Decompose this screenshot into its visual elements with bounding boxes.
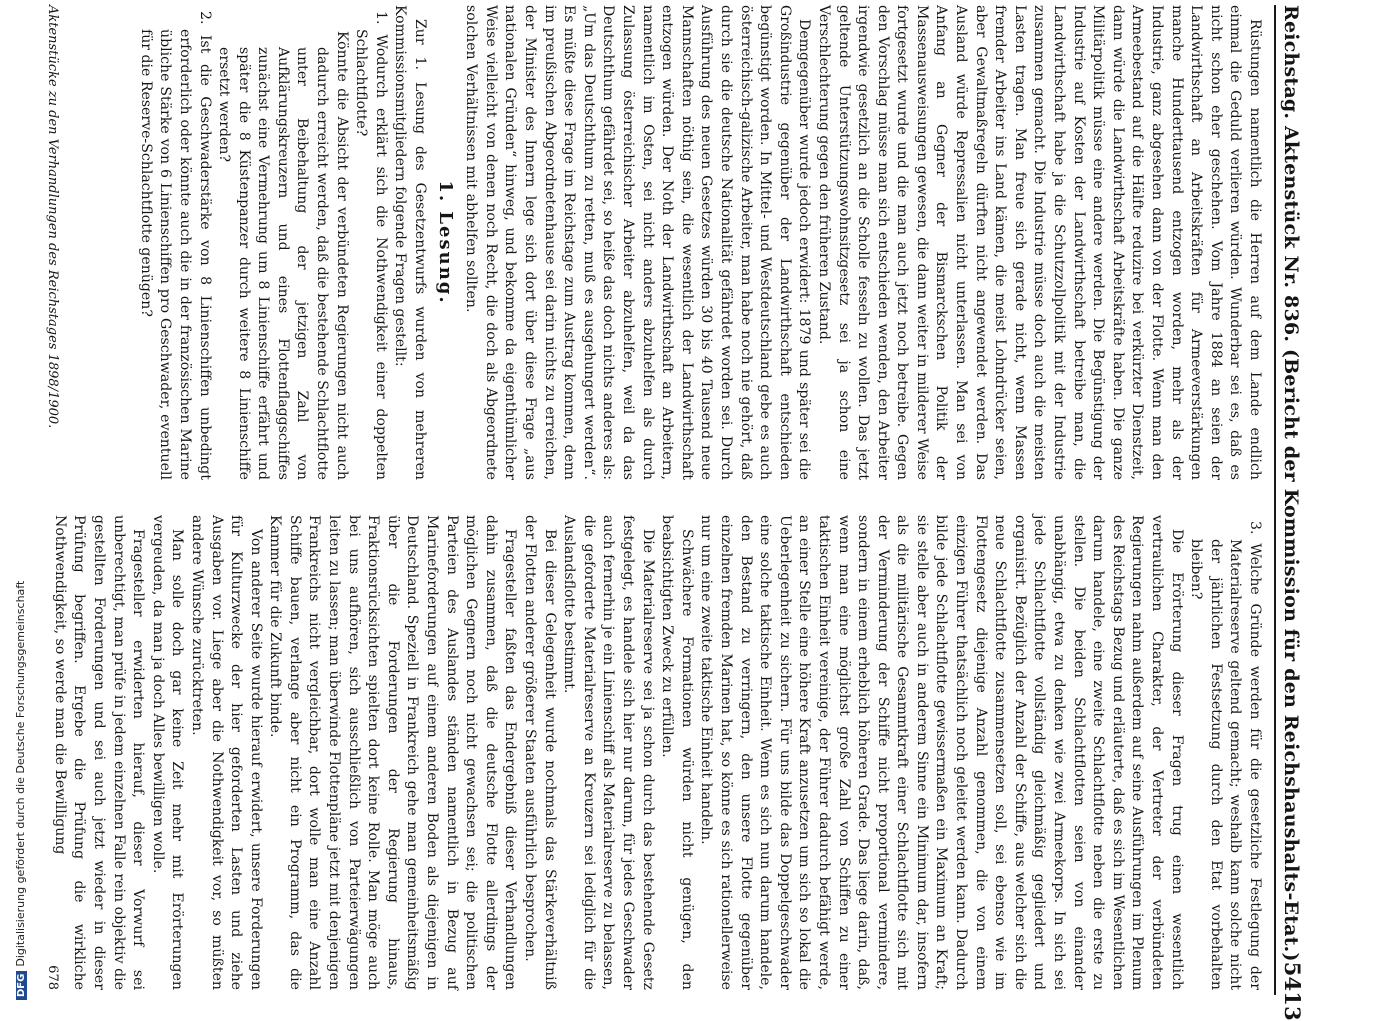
- paragraph: Demgegenüber wurde jedoch erwidert: 1879 und später sei die Großindustrie gegenüber der Landwirthschaft entschieden begünstigt worden. In Mittel- und Westdeutschland gebe es auch österreichisch-galizische Arbeiter, man habe noch nie gehört, daß durch sie die deutsche Nationalität gefährdet worden sei. Durch Ausführung des neuen Gesetzes würden 30 bis 40 Tausend neue Mannschaften nöthig sein, die wesentlich der Landwirthschaft entzogen würden. Der Noth der Landwirthschaft an Arbeitern, namentlich im Osten, sei nicht anders abzuhelfen als durch Zulassung österreichischer Arbeiter abzuhelfen, weil da das Deutschthum gefährdet sei, so heiße das doch nichts anderes als: „Um das Deutschthum zu retten, muß es ausgehungert werden“. Es müßte diese Frage im Reichstage zum Austrag kommen, denn im preußischen Abgeordnetenhause sei darin nichts zu erreichen, der Minister des Innern lege sich dort über diese Frage „aus nationalen Gründen“ hinweg, und bekomme da eigenthümlicher Weise vielleicht von denen noch Recht, die doch als Abgeordnete solchen Verhältnissen mit abhelfen sollten.: [463, 5, 813, 480]
- paragraph: Bei dieser Gelegenheit wurde nochmals das Stärkeverhältniß der Flotten anderer größerer Staaten ausführlich besprochen.: [522, 515, 558, 990]
- question-2: 2. Ist die Geschwaderstärke von 8 Linienschiffen unbedingt erforderlich oder könnte auch die in der französischen Marine übliche Stärke von 6 Linienschiffen pro Geschwader, eventuell für die Reserve-Schlachtflotte genügen?: [137, 11, 213, 480]
- header-title: Reichstag. Aktenstück Nr. 836. (Bericht der Kommission für den Reichshaushalts-Etat.): [1280, 5, 1302, 962]
- dfg-logo-icon: DFG: [16, 971, 27, 1000]
- paragraph: Fragesteller faßten das Endergebniß dieser Verhandlungen dahin zusammen, daß die deutsche Flotte allerdings der möglichen Gegnern noch nicht gewachsen sei; die politischen Parteien des Auslandes ständen namentlich in Bezug auf Marineforderungen auf einem anderen Boden als diejenigen in Deutschland. Speziell in Frankreich gehe man gemeinheitsmäßig über die Forderungen der Regierung hinaus, Fraktionsrücksichten spielten dort keine Rolle. Man möge auch bei uns aufhören, sich ausschließlich von Parteierwägungen leiten zu lassen; man überwinde Flottenpläne jetzt mit denjenigen Frankreichs nicht vergleichbar, dort wolle man eine Anzahl Schiffe bauen, verlange aber nicht ein Programm, das die Kammer für die Zukunft binde.: [267, 515, 519, 990]
- paragraph: Fragesteller erwiderten hierauf, dieser Vorwurf sei unberechtigt, man prüfe in jedem einzelnen Falle rein objektiv die gestellten Forderungen und sei auch jetzt wieder in dieser Prüfung begriffen. Ergebe die Prüfung die wirkliche Nothwendigkeit, so werde man die Bewilligung: [51, 515, 147, 990]
- question-3: 3. Welche Gründe werden für die gesetzliche Festlegung der Materialreserve geltend gemacht; weshalb kann solche nicht der jährlichen Festsetzung durch den Etat vorbehalten bleiben?: [1188, 521, 1263, 990]
- paragraph: Rüstungen namentlich die Herren auf dem Lande endlich einmal die Geduld verlieren würden. Wunderbar sei es, daß es nicht schon eher geschehen. Vom Jahre 1884 an seien der Landwirthschaft an Arbeitskräften für Armeeverstärkungen manche Hunderttausend entzogen worden, mehr als der Industrie, ganz abgesehen dann von der Flotte. Wenn man den Armeebestand auf die Hälfte reduzire bei verkürzter Dienstzeit, dann würde die Landwirthschaft Arbeitskräfte haben. Die ganze Militärpolitik müsse eine andere werden. Die Begünstigung der Industrie auf Kosten der Landwirthschaft betreibe man, die Landwirthschaft habe ja die Schutzzollpolitik mit der Industrie zusammen gemacht. Die Industrie müsse doch auch die meisten Lasten tragen. Man freue sich gerade nicht, wenn Massen fremder Arbeiter ins Land kämen, die meist Lohndrücker seien, aber Gewaltmaßregeln dürften nicht angewendet werden. Das Ausland würde Repressalien nicht unterlassen. Man sei von Anfang an Gegner der Bismarckschen Politik der Massenausweisungen gewesen, die dann weiter in milderer Weise fortgesetzt wurde und die man auch jetzt noch betreibe. Gegen den Vorschlag müsse man sich entschieden wenden, den Arbeiter irgendwie gesetzlich an die Scholle fesseln zu wollen. Das jetzt geltende Unterstützungswohnsitzgesetz sei ja schon eine Verschlechterung gegen den früheren Zustand.: [815, 5, 1263, 480]
- paragraph: Schwächere Formationen würden nicht genügen, den beabsichtigten Zweck zu erfüllen.: [659, 515, 695, 990]
- credit-text: Digitalisierung gefördert durch die Deutsche Forschungsgemeinschaft: [14, 580, 27, 967]
- question-1-detail: Könnte die Absicht der verbündeten Regierungen nicht auch dadurch erreicht werden, daß die bestehende Schlachtflotte unter Beibehaltung der jetzigen Zahl von Aufklärungskreuzern und eines Flottenflaggschiffes zunächst eine Vermehrung um 8 Linienschiffe erfährt und später die 8 Küstenpanzer durch weitere 8 Linienschiffe ersetzt werden?: [216, 31, 350, 480]
- left-column: [69, 5, 1264, 480]
- question-1: 1. Wodurch erklärt sich die Nothwendigkeit einer doppelten Schlachtflotte?: [353, 11, 389, 480]
- credit-line: [14, 581, 27, 1000]
- paragraph: Zur 1. Lesung des Gesetzentwurfs wurden von mehreren Kommissionsmitgliedern folgende Fragen gestellt:: [392, 5, 429, 480]
- rotated-page: [30, 5, 1310, 1021]
- paragraph: Man solle doch gar keine Zeit mehr mit Erörterungen vergeuden, da man ja doch Alles bewilligen wolle.: [149, 515, 186, 990]
- section-heading: 1. Lesung.: [434, 180, 456, 305]
- footer-source: Aktenstücke zu den Verhandlungen des Reichstages 1898/1900.: [45, 5, 60, 429]
- page-header: [1274, 5, 1310, 1021]
- credit-strip: [0, 580, 27, 1000]
- paragraph: Von anderer Seite wurde hierauf erwidert, unsere Forderungen für Kulturzwecke der hier geforderten Lasten und ziehe Ausgaben vor. Liege aber die Nothwendigkeit vor, so müßten andere Wünsche zurücktreten.: [188, 515, 264, 990]
- footer-page-number: 678: [45, 965, 60, 990]
- header-page-number: 5413: [1280, 961, 1305, 1021]
- paragraph: Die Materialreserve sei ja schon durch das bestehende Gesetz festgelegt, es handele sich hier nur darum, für jedes Geschwader auch fernerhin je ein Linienschiff als Materialreserve zu belassen, die geforderte Materialreserve an Kreuzern sei lediglich für die Auslandsflotte bestimmt.: [561, 515, 656, 990]
- paragraph: Die Erörterung dieser Fragen trug einen wesentlich vertraulichen Charakter, der Vertreter der verbündeten Regierungen nahm außerdem auf seine Ausführungen im Plenum des Reichstags Bezug und erläuterte, daß es sich im Wesentlichen darum handele, eine zweite Schlachtflotte neben die erste zu stellen. Die beiden Schlachtflotten seien von einander unabhängig, etwa zu denken wie zwei Armeekorps. In sich sei jede Schlachtflotte vollständig gleichmäßig gegliedert und organisirt. Bezüglich der Anzahl der Schiffe, aus welcher sich die neue Schlachtflotte zusammensetzen soll, sei ebenso wie im Flottengesetz diejenige Anzahl genommen, die von einem einzigen Führer thatsächlich noch geleitet werden kann. Dadurch bilde jede Schlachtflotte gewissermaßen ein Maximum an Kraft; sie stelle aber auch in anderem Sinne ein Minimum dar, insofern als die militärische Gesammtkraft einer Schlachtflotte sich mit der Verminderung der Schiffe nicht proportional vermindere, sondern in einem erheblich höheren Grade. Das liege darin, daß, wenn man eine möglichst große Zahl von Schiffen zu einer taktischen Einheit vereinige, der Führer dadurch befähigt werde, an einer Stelle eine höhere Kraft anzusetzen um sich so lokal die Ueberlegenheit zu sichern. Für uns bilde das Doppelgeschwader eine solche taktische Einheit. Wenn es sich nun darum handele, den Bestand zu verringern, den unsere Flotte gegenüber einzelnen fremden Marinen hat, so könne es sich rationellerweise nur um eine zweite taktische Einheit handeln.: [698, 515, 1185, 990]
